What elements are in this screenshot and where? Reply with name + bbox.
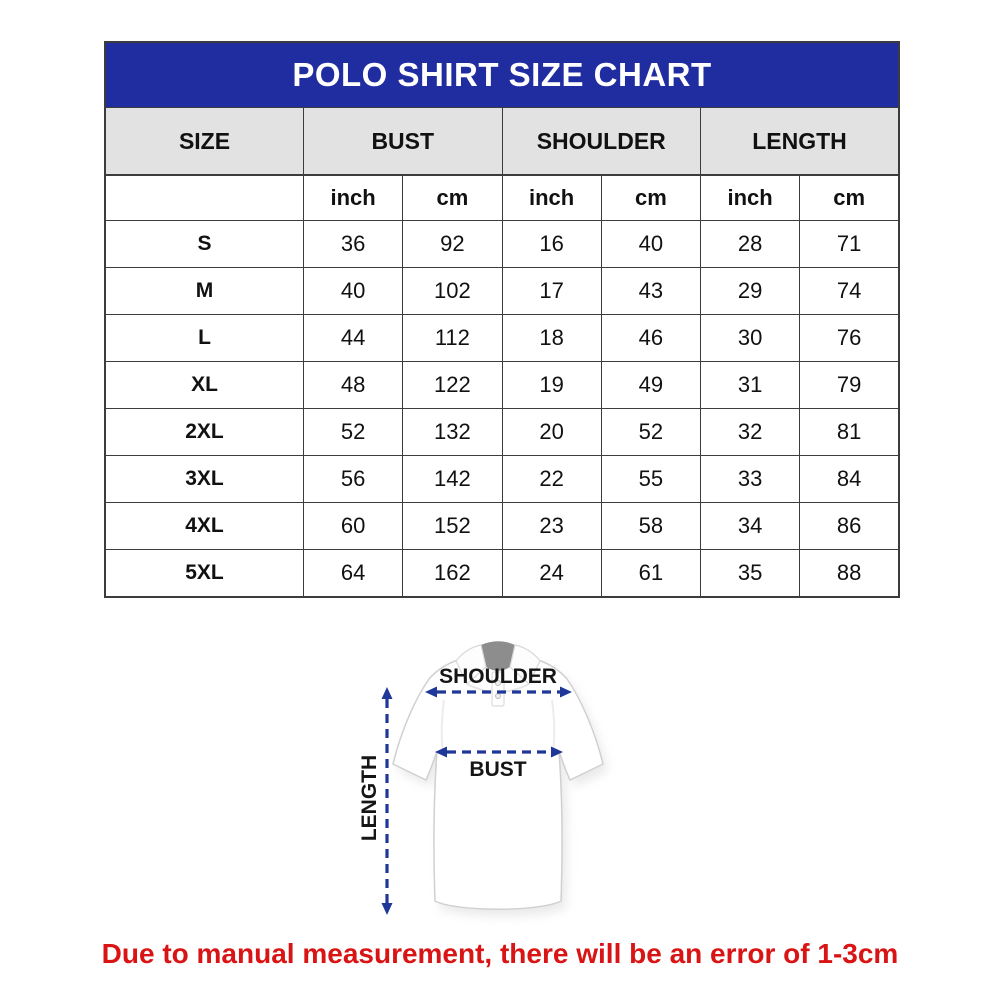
unit-cell: cm: [800, 175, 899, 221]
value-cell: 40: [601, 221, 700, 268]
value-cell: 22: [502, 456, 601, 503]
size-label: S: [105, 221, 304, 268]
length-arrowhead-top: [382, 687, 393, 699]
unit-cell: inch: [304, 175, 403, 221]
header-bust: BUST: [304, 108, 503, 176]
value-cell: 40: [304, 268, 403, 315]
measurement-note: Due to manual measurement, there will be an error of 1-3cm: [101, 938, 899, 969]
value-cell: 16: [502, 221, 601, 268]
value-cell: 162: [403, 550, 502, 598]
polo-shirt-diagram: [340, 630, 670, 930]
table-row: [105, 550, 899, 598]
value-cell: 92: [403, 221, 502, 268]
value-cell: 24: [502, 550, 601, 598]
group-header-row: [105, 108, 899, 176]
value-cell: 142: [403, 456, 502, 503]
button: [496, 694, 501, 699]
value-cell: 18: [502, 315, 601, 362]
value-cell: 36: [304, 221, 403, 268]
value-cell: 35: [701, 550, 800, 598]
size-label: XL: [105, 362, 304, 409]
size-label: 5XL: [105, 550, 304, 598]
unit-cell: inch: [701, 175, 800, 221]
table-row: [105, 409, 899, 456]
header-size: SIZE: [105, 108, 304, 176]
value-cell: 71: [800, 221, 899, 268]
size-label: 3XL: [105, 456, 304, 503]
length-label: LENGTH: [358, 754, 381, 842]
value-cell: 34: [701, 503, 800, 550]
table-row: [105, 503, 899, 550]
value-cell: 61: [601, 550, 700, 598]
bust-label: BUST: [469, 758, 527, 781]
value-cell: 84: [800, 456, 899, 503]
length-arrowhead-bottom: [382, 903, 393, 915]
value-cell: 30: [701, 315, 800, 362]
shoulder-label: SHOULDER: [439, 665, 557, 688]
value-cell: 44: [304, 315, 403, 362]
value-cell: 52: [304, 409, 403, 456]
value-cell: 48: [304, 362, 403, 409]
chart-title: POLO SHIRT SIZE CHART: [105, 42, 899, 108]
value-cell: 132: [403, 409, 502, 456]
value-cell: 79: [800, 362, 899, 409]
unit-header-row: [105, 175, 899, 221]
value-cell: 28: [701, 221, 800, 268]
table-row: [105, 221, 899, 268]
value-cell: 20: [502, 409, 601, 456]
size-label: 2XL: [105, 409, 304, 456]
value-cell: 58: [601, 503, 700, 550]
value-cell: 17: [502, 268, 601, 315]
table-row: [105, 315, 899, 362]
value-cell: 122: [403, 362, 502, 409]
unit-empty-cell: [105, 175, 304, 221]
value-cell: 64: [304, 550, 403, 598]
value-cell: 52: [601, 409, 700, 456]
value-cell: 60: [304, 503, 403, 550]
value-cell: 23: [502, 503, 601, 550]
value-cell: 86: [800, 503, 899, 550]
value-cell: 112: [403, 315, 502, 362]
value-cell: 32: [701, 409, 800, 456]
value-cell: 56: [304, 456, 403, 503]
value-cell: 49: [601, 362, 700, 409]
size-chart-table: [104, 41, 900, 598]
value-cell: 46: [601, 315, 700, 362]
unit-cell: inch: [502, 175, 601, 221]
value-cell: 19: [502, 362, 601, 409]
header-shoulder: SHOULDER: [502, 108, 701, 176]
value-cell: 74: [800, 268, 899, 315]
title-banner: [105, 42, 899, 108]
value-cell: 29: [701, 268, 800, 315]
value-cell: 88: [800, 550, 899, 598]
value-cell: 152: [403, 503, 502, 550]
value-cell: 31: [701, 362, 800, 409]
size-label: L: [105, 315, 304, 362]
table-row: [105, 362, 899, 409]
value-cell: 43: [601, 268, 700, 315]
size-label: M: [105, 268, 304, 315]
value-cell: 81: [800, 409, 899, 456]
value-cell: 102: [403, 268, 502, 315]
unit-cell: cm: [601, 175, 700, 221]
size-label: 4XL: [105, 503, 304, 550]
table-row: [105, 268, 899, 315]
table-row: [105, 456, 899, 503]
value-cell: 55: [601, 456, 700, 503]
unit-cell: cm: [403, 175, 502, 221]
value-cell: 33: [701, 456, 800, 503]
header-length: LENGTH: [701, 108, 900, 176]
value-cell: 76: [800, 315, 899, 362]
